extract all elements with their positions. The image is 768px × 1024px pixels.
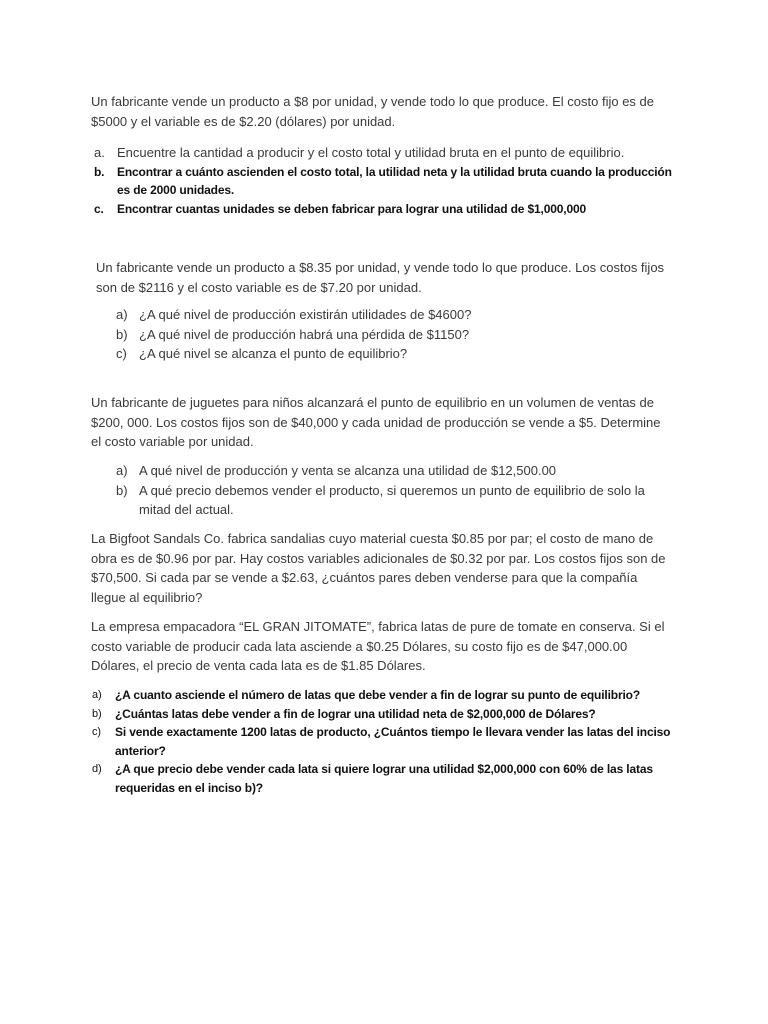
list-marker: c. [94, 201, 104, 216]
list-marker: b) [116, 482, 128, 498]
list-item-text: ¿A qué nivel se alcanza el punto de equilibrio? [139, 346, 408, 361]
list-marker: b. [94, 164, 105, 179]
list-item [94, 163, 677, 200]
problem-4-statement: La Bigfoot Sandals Co. fabrica sandalias cuyo material cuesta $0.85 por par; el costo de mano de obra es de $0.96 por par. Hay costos variables adicionales de $0.32 por par. Los costos fijos son de $70,500. Si cada par se vende a $2.63, ¿cuántos pares deben venderse para que la compañía llegue al equilibrio? [91, 531, 666, 605]
problem-5-list [92, 686, 675, 797]
list-item [92, 686, 675, 705]
list-item [94, 200, 677, 219]
problem-5-statement: La empresa empacadora “EL GRAN JITOMATE”, fabrica latas de pure de tomate en conserva. Si el costo variable de producir cada lata asciende a $0.25 Dólares, su costo fijo es de $47,000.00 Dólares, el precio de venta cada lata es de $1.85 Dólares. [91, 619, 665, 673]
list-marker: a) [92, 689, 102, 701]
problem-3-list [116, 461, 659, 520]
list-item-text: ¿A que precio debe vender cada lata si quiere lograr una utilidad $2,000,000 con 60% de las latas requeridas en el inciso b)? [115, 762, 653, 795]
list-item-text: ¿A qué nivel de producción existirán utilidades de $4600? [139, 307, 472, 322]
problem-1-list [94, 143, 677, 218]
list-item-text: ¿A qué nivel de producción habrá una pérdida de $1150? [139, 326, 470, 342]
problem-2-list [116, 305, 659, 364]
list-item [116, 461, 659, 481]
list-item [94, 143, 677, 163]
list-item [116, 481, 659, 520]
list-item-text: Encontrar a cuánto ascienden el costo total, la utilidad neta y la utilidad bruta cuando la producción es de 2000 unidades. [117, 164, 672, 197]
problem-2-statement: Un fabricante vende un producto a $8.35 por unidad, y vende todo lo que produce. Los costos fijos son de $2116 y el costo variable es de $7.20 por unidad. [96, 260, 665, 295]
list-marker: a) [116, 307, 128, 322]
list-item-text: Encontrar cuantas unidades se deben fabricar para lograr una utilidad de $1,000,000 [117, 201, 587, 216]
list-item [92, 723, 675, 760]
list-marker: b) [116, 326, 128, 342]
list-item-text: ¿Cuántas latas debe vender a fin de lograr una utilidad neta de $2,000,000 de Dólares? [115, 706, 596, 721]
list-item-text: Si vende exactamente 1200 latas de producto, ¿Cuántos tiempo le llevara vender las latas del inciso anterior? [115, 725, 671, 758]
list-item-text: A qué nivel de producción y venta se alcanza una utilidad de $12,500.00 [139, 463, 557, 478]
problem-3-statement: Un fabricante de juguetes para niños alcanzará el punto de equilibrio en un volumen de ventas de $200, 000. Los costos fijos son de $40,000 y cada unidad de producción se vende a $5. Determine el costo variable por unidad. [91, 395, 661, 449]
list-item [116, 325, 659, 345]
list-item-text: Encuentre la cantidad a producir y el costo total y utilidad bruta en el punto de equilibrio. [117, 145, 625, 160]
list-item [92, 760, 675, 797]
list-marker: a) [116, 463, 128, 478]
list-item [116, 344, 659, 364]
list-item [92, 705, 675, 724]
list-item-text: A qué precio debemos vender el producto, si queremos un punto de equilibrio de solo la mitad del actual. [139, 482, 645, 517]
problem-1-statement: Un fabricante vende un producto a $8 por unidad, y vende todo lo que produce. El costo fijo es de $5000 y el variable es de $2.20 (dólares) por unidad. [91, 94, 654, 129]
list-marker: a. [94, 145, 105, 160]
list-marker: c) [92, 726, 101, 738]
list-marker: b) [92, 707, 102, 720]
list-marker: c) [116, 346, 127, 361]
list-item-text: ¿A cuanto asciende el número de latas que debe vender a fin de lograr su punto de equilibrio? [115, 688, 641, 702]
list-marker: d) [92, 763, 102, 775]
list-item [116, 305, 659, 325]
